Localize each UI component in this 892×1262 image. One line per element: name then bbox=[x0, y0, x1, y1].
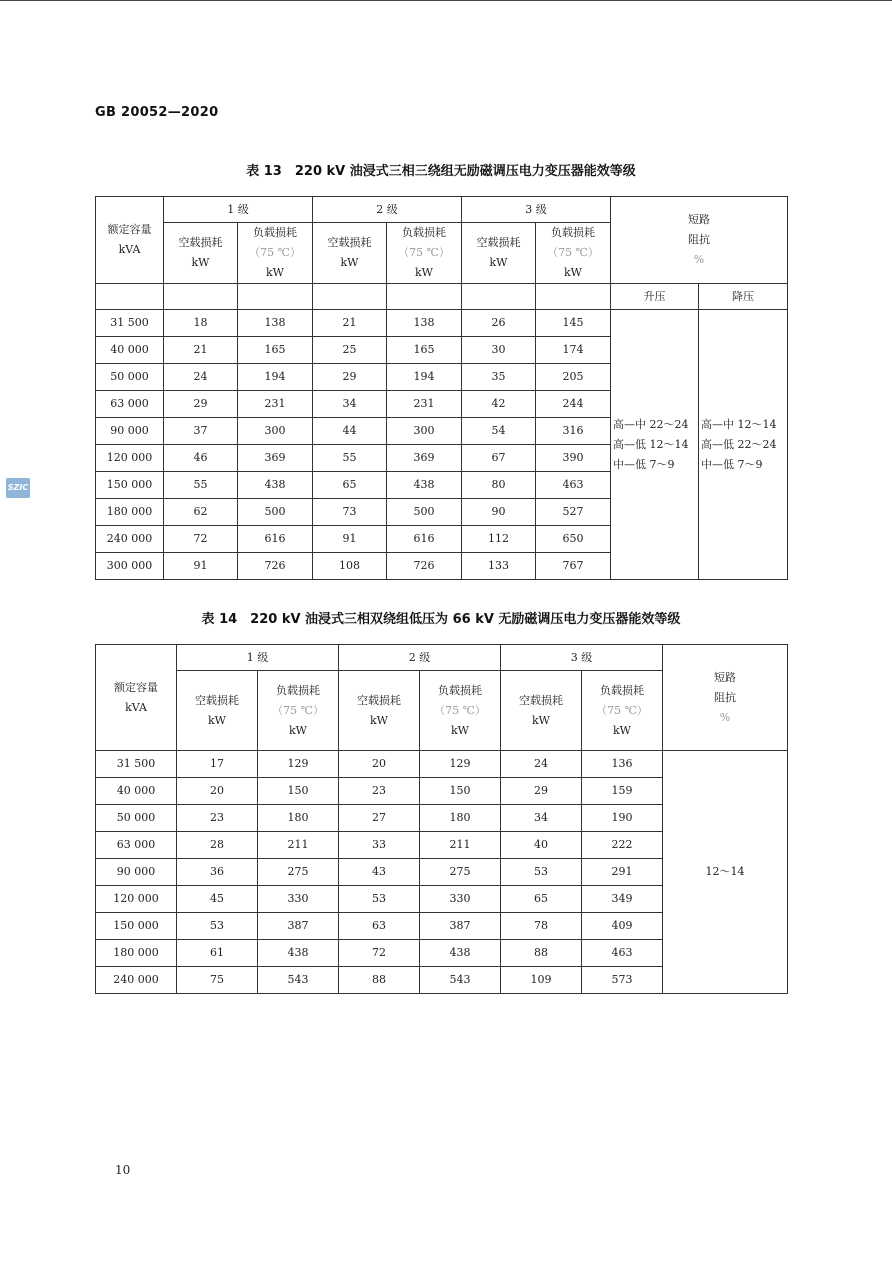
impedance-line: 高—低 22～24 bbox=[701, 437, 777, 451]
value-cell: 28 bbox=[177, 832, 258, 859]
value-cell: 34 bbox=[313, 391, 387, 418]
empty-header-cell bbox=[164, 284, 238, 310]
value-cell: 438 bbox=[238, 472, 313, 499]
value-cell: 726 bbox=[387, 553, 462, 580]
value-cell: 500 bbox=[238, 499, 313, 526]
value-cell: 387 bbox=[420, 913, 501, 940]
load-loss-header: 负载损耗 （75 ℃） kW bbox=[420, 671, 501, 751]
value-cell: 53 bbox=[177, 913, 258, 940]
value-cell: 78 bbox=[501, 913, 582, 940]
value-cell: 438 bbox=[387, 472, 462, 499]
value-cell: 21 bbox=[164, 337, 238, 364]
value-cell: 616 bbox=[238, 526, 313, 553]
value-cell: 159 bbox=[582, 778, 663, 805]
value-cell: 767 bbox=[536, 553, 611, 580]
value-cell: 369 bbox=[387, 445, 462, 472]
value-cell: 55 bbox=[313, 445, 387, 472]
step-up-impedance bbox=[611, 310, 699, 580]
impedance-line: 中—低 7～9 bbox=[613, 457, 675, 471]
capacity-cell: 150 000 bbox=[96, 913, 177, 940]
value-cell: 40 bbox=[501, 832, 582, 859]
capacity-cell: 90 000 bbox=[96, 859, 177, 886]
capacity-cell: 90 000 bbox=[96, 418, 164, 445]
step-down-header: 降压 bbox=[699, 284, 788, 310]
value-cell: 91 bbox=[164, 553, 238, 580]
value-cell: 45 bbox=[177, 886, 258, 913]
value-cell: 46 bbox=[164, 445, 238, 472]
load-loss-header: 负载损耗 （75 ℃） kW bbox=[258, 671, 339, 751]
table13-caption: 表 13 220 kV 油浸式三相三绕组无励磁调压电力变压器能效等级 bbox=[246, 164, 636, 179]
value-cell: 300 bbox=[387, 418, 462, 445]
standard-number: GB 20052—2020 bbox=[95, 105, 219, 120]
value-cell: 24 bbox=[164, 364, 238, 391]
impedance-header: 短路 阻抗 % bbox=[663, 645, 788, 751]
impedance-line: 高—中 12～14 bbox=[701, 417, 777, 431]
capacity-cell: 50 000 bbox=[96, 805, 177, 832]
value-cell: 231 bbox=[238, 391, 313, 418]
value-cell: 26 bbox=[462, 310, 536, 337]
value-cell: 543 bbox=[420, 967, 501, 994]
value-cell: 108 bbox=[313, 553, 387, 580]
value-cell: 25 bbox=[313, 337, 387, 364]
value-cell: 390 bbox=[536, 445, 611, 472]
value-cell: 150 bbox=[258, 778, 339, 805]
value-cell: 88 bbox=[501, 940, 582, 967]
capacity-cell: 50 000 bbox=[96, 364, 164, 391]
value-cell: 222 bbox=[582, 832, 663, 859]
load-loss-header: 负载损耗 （75 ℃） kW bbox=[536, 223, 611, 284]
value-cell: 91 bbox=[313, 526, 387, 553]
table-row bbox=[96, 310, 788, 337]
value-cell: 165 bbox=[238, 337, 313, 364]
no-load-loss-header: 空载损耗 kW bbox=[339, 671, 420, 751]
value-cell: 300 bbox=[238, 418, 313, 445]
value-cell: 438 bbox=[258, 940, 339, 967]
no-load-loss-header: 空载损耗 kW bbox=[313, 223, 387, 284]
value-cell: 316 bbox=[536, 418, 611, 445]
value-cell: 136 bbox=[582, 751, 663, 778]
value-cell: 145 bbox=[536, 310, 611, 337]
load-loss-header: 负载损耗 （75 ℃） kW bbox=[582, 671, 663, 751]
value-cell: 194 bbox=[238, 364, 313, 391]
impedance-line: 中—低 7～9 bbox=[701, 457, 763, 471]
capacity-cell: 63 000 bbox=[96, 391, 164, 418]
value-cell: 63 bbox=[339, 913, 420, 940]
capacity-cell: 180 000 bbox=[96, 940, 177, 967]
value-cell: 61 bbox=[177, 940, 258, 967]
value-cell: 138 bbox=[238, 310, 313, 337]
capacity-cell: 31 500 bbox=[96, 751, 177, 778]
table14-caption: 表 14 220 kV 油浸式三相双绕组低压为 66 kV 无励磁调压电力变压器能效等级 bbox=[201, 612, 681, 627]
value-cell: 330 bbox=[420, 886, 501, 913]
value-cell: 616 bbox=[387, 526, 462, 553]
value-cell: 67 bbox=[462, 445, 536, 472]
value-cell: 18 bbox=[164, 310, 238, 337]
value-cell: 62 bbox=[164, 499, 238, 526]
value-cell: 174 bbox=[536, 337, 611, 364]
value-cell: 75 bbox=[177, 967, 258, 994]
impedance-line: 高—低 12～14 bbox=[613, 437, 689, 451]
grade1-header: 1 级 bbox=[177, 645, 339, 671]
value-cell: 88 bbox=[339, 967, 420, 994]
value-cell: 349 bbox=[582, 886, 663, 913]
grade2-header: 2 级 bbox=[339, 645, 501, 671]
impedance-line: 高—中 22～24 bbox=[613, 417, 689, 431]
impedance-header: 短路 阻抗 % bbox=[611, 197, 788, 284]
value-cell: 72 bbox=[164, 526, 238, 553]
no-load-loss-header: 空载损耗 kW bbox=[177, 671, 258, 751]
load-loss-header: 负载损耗 （75 ℃） kW bbox=[238, 223, 313, 284]
capacity-cell: 240 000 bbox=[96, 526, 164, 553]
capacity-cell: 240 000 bbox=[96, 967, 177, 994]
value-cell: 65 bbox=[313, 472, 387, 499]
value-cell: 180 bbox=[258, 805, 339, 832]
value-cell: 65 bbox=[501, 886, 582, 913]
value-cell: 37 bbox=[164, 418, 238, 445]
value-cell: 44 bbox=[313, 418, 387, 445]
value-cell: 23 bbox=[339, 778, 420, 805]
value-cell: 133 bbox=[462, 553, 536, 580]
value-cell: 20 bbox=[177, 778, 258, 805]
value-cell: 650 bbox=[536, 526, 611, 553]
value-cell: 138 bbox=[387, 310, 462, 337]
table13 bbox=[95, 196, 788, 580]
value-cell: 55 bbox=[164, 472, 238, 499]
capacity-cell: 40 000 bbox=[96, 337, 164, 364]
capacity-cell: 40 000 bbox=[96, 778, 177, 805]
value-cell: 180 bbox=[420, 805, 501, 832]
value-cell: 33 bbox=[339, 832, 420, 859]
value-cell: 72 bbox=[339, 940, 420, 967]
value-cell: 330 bbox=[258, 886, 339, 913]
value-cell: 387 bbox=[258, 913, 339, 940]
value-cell: 211 bbox=[420, 832, 501, 859]
value-cell: 54 bbox=[462, 418, 536, 445]
capacity-cell: 120 000 bbox=[96, 886, 177, 913]
value-cell: 726 bbox=[238, 553, 313, 580]
capacity-cell: 120 000 bbox=[96, 445, 164, 472]
empty-header-cell bbox=[313, 284, 387, 310]
value-cell: 34 bbox=[501, 805, 582, 832]
value-cell: 29 bbox=[164, 391, 238, 418]
table14 bbox=[95, 644, 788, 994]
value-cell: 369 bbox=[238, 445, 313, 472]
value-cell: 409 bbox=[582, 913, 663, 940]
value-cell: 112 bbox=[462, 526, 536, 553]
value-cell: 109 bbox=[501, 967, 582, 994]
value-cell: 244 bbox=[536, 391, 611, 418]
value-cell: 21 bbox=[313, 310, 387, 337]
capacity-cell: 300 000 bbox=[96, 553, 164, 580]
value-cell: 24 bbox=[501, 751, 582, 778]
value-cell: 527 bbox=[536, 499, 611, 526]
value-cell: 463 bbox=[536, 472, 611, 499]
value-cell: 73 bbox=[313, 499, 387, 526]
impedance-value: 12～14 bbox=[663, 751, 788, 994]
capacity-cell: 31 500 bbox=[96, 310, 164, 337]
value-cell: 29 bbox=[501, 778, 582, 805]
value-cell: 36 bbox=[177, 859, 258, 886]
empty-header-cell bbox=[96, 284, 164, 310]
value-cell: 275 bbox=[258, 859, 339, 886]
value-cell: 205 bbox=[536, 364, 611, 391]
no-load-loss-header: 空载损耗 kW bbox=[164, 223, 238, 284]
value-cell: 211 bbox=[258, 832, 339, 859]
no-load-loss-header: 空载损耗 kW bbox=[501, 671, 582, 751]
value-cell: 231 bbox=[387, 391, 462, 418]
grade3-header: 3 级 bbox=[501, 645, 663, 671]
page-number: 10 bbox=[115, 1163, 131, 1177]
value-cell: 190 bbox=[582, 805, 663, 832]
value-cell: 27 bbox=[339, 805, 420, 832]
load-loss-header: 负载损耗 （75 ℃） kW bbox=[387, 223, 462, 284]
empty-header-cell bbox=[536, 284, 611, 310]
value-cell: 463 bbox=[582, 940, 663, 967]
value-cell: 129 bbox=[420, 751, 501, 778]
grade2-header: 2 级 bbox=[313, 197, 462, 223]
value-cell: 291 bbox=[582, 859, 663, 886]
table-row bbox=[96, 751, 788, 778]
value-cell: 275 bbox=[420, 859, 501, 886]
value-cell: 90 bbox=[462, 499, 536, 526]
rated-capacity-header: 额定容量 kVA bbox=[96, 197, 164, 284]
empty-header-cell bbox=[238, 284, 313, 310]
value-cell: 543 bbox=[258, 967, 339, 994]
value-cell: 43 bbox=[339, 859, 420, 886]
value-cell: 42 bbox=[462, 391, 536, 418]
value-cell: 80 bbox=[462, 472, 536, 499]
grade3-header: 3 级 bbox=[462, 197, 611, 223]
value-cell: 129 bbox=[258, 751, 339, 778]
capacity-cell: 150 000 bbox=[96, 472, 164, 499]
grade1-header: 1 级 bbox=[164, 197, 313, 223]
capacity-cell: 63 000 bbox=[96, 832, 177, 859]
value-cell: 194 bbox=[387, 364, 462, 391]
value-cell: 53 bbox=[501, 859, 582, 886]
value-cell: 30 bbox=[462, 337, 536, 364]
value-cell: 165 bbox=[387, 337, 462, 364]
step-up-header: 升压 bbox=[611, 284, 699, 310]
empty-header-cell bbox=[462, 284, 536, 310]
capacity-cell: 180 000 bbox=[96, 499, 164, 526]
value-cell: 20 bbox=[339, 751, 420, 778]
value-cell: 150 bbox=[420, 778, 501, 805]
value-cell: 35 bbox=[462, 364, 536, 391]
value-cell: 17 bbox=[177, 751, 258, 778]
value-cell: 23 bbox=[177, 805, 258, 832]
no-load-loss-header: 空载损耗 kW bbox=[462, 223, 536, 284]
top-rule bbox=[0, 0, 892, 1]
value-cell: 29 bbox=[313, 364, 387, 391]
value-cell: 573 bbox=[582, 967, 663, 994]
side-logo: SZIC bbox=[6, 478, 30, 498]
value-cell: 500 bbox=[387, 499, 462, 526]
value-cell: 438 bbox=[420, 940, 501, 967]
value-cell: 53 bbox=[339, 886, 420, 913]
rated-capacity-header: 额定容量 kVA bbox=[96, 645, 177, 751]
empty-header-cell bbox=[387, 284, 462, 310]
step-down-impedance bbox=[699, 310, 788, 580]
